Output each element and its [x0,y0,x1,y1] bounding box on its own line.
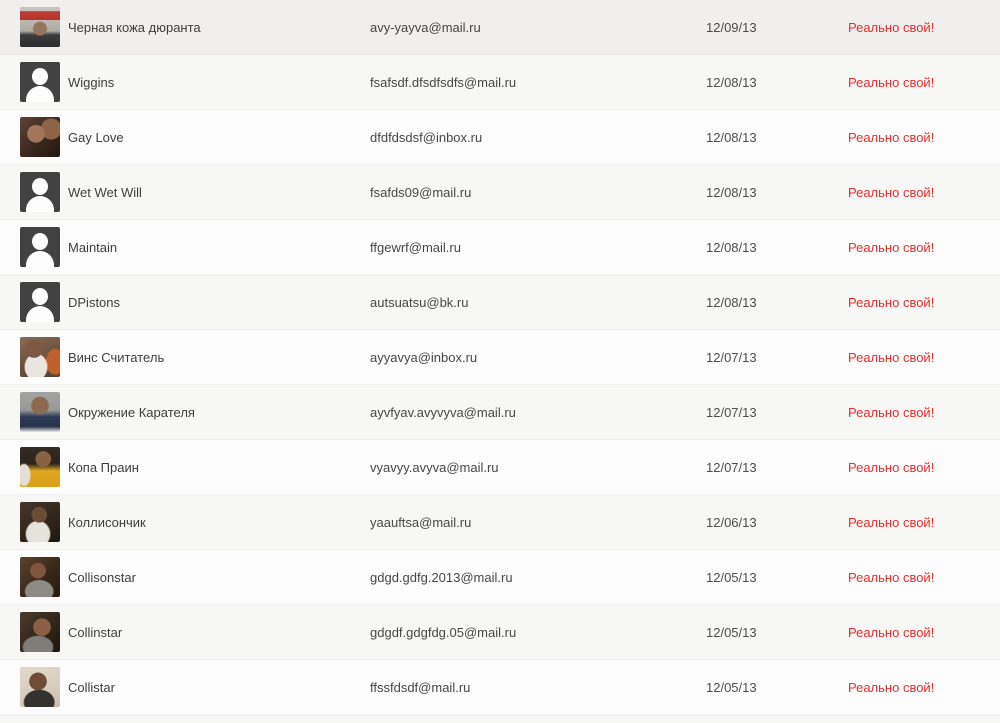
status-link[interactable]: Реально свой! [848,405,935,420]
status-link[interactable]: Реально свой! [848,240,935,255]
user-email: ayvfyav.avyvyva@mail.ru [370,405,516,420]
user-email: ffgewrf@mail.ru [370,240,461,255]
user-name: Collinstar [68,625,123,640]
user-email: ffssfdsdf@mail.ru [370,680,471,695]
status-link[interactable]: Реально свой! [848,625,935,640]
person-silhouette-icon [20,62,60,102]
user-name: Wet Wet Will [68,185,142,200]
user-row[interactable] [0,385,1000,440]
user-row[interactable] [0,660,1000,715]
user-name: Коллисончик [68,515,146,530]
status-link[interactable]: Реально свой! [848,295,935,310]
user-avatar [20,612,60,652]
user-email: gdgdf.gdgfdg.05@mail.ru [370,625,517,640]
registration-date: 12/08/13 [706,130,757,145]
registration-date: 12/08/13 [706,75,757,90]
status-link[interactable]: Реально свой! [848,515,935,530]
registration-date: 12/07/13 [706,405,757,420]
user-row[interactable] [0,495,1000,550]
registration-date: 12/07/13 [706,460,757,475]
registration-date: 12/08/13 [706,185,757,200]
user-row[interactable] [0,440,1000,495]
user-row[interactable] [0,110,1000,165]
user-avatar [20,667,60,707]
person-silhouette-icon [20,172,60,212]
user-row[interactable] [0,0,1000,55]
user-email: gdgd.gdfg.2013@mail.ru [370,570,513,585]
status-link[interactable]: Реально свой! [848,350,935,365]
status-link[interactable]: Реально свой! [848,460,935,475]
user-name: Окружение Карателя [68,405,195,420]
user-avatar [20,447,60,487]
user-name: Wiggins [68,75,115,90]
user-row[interactable] [0,165,1000,220]
registration-date: 12/05/13 [706,570,757,585]
user-name: Maintain [68,240,118,255]
user-name: Винс Считатель [68,350,165,365]
user-name: Копа Праин [68,460,139,475]
status-link[interactable]: Реально свой! [848,680,935,695]
registration-date: 12/09/13 [706,20,757,35]
user-row[interactable] [0,605,1000,660]
registration-date: 12/07/13 [706,350,757,365]
user-avatar [20,337,60,377]
registration-date: 12/05/13 [706,680,757,695]
user-email: autsuatsu@bk.ru [370,295,469,310]
person-silhouette-icon [20,282,60,322]
registration-date: 12/05/13 [706,625,757,640]
status-link[interactable]: Реально свой! [848,20,935,35]
user-email: avy-yayva@mail.ru [370,20,481,35]
user-row-partial [0,715,1000,723]
user-email: vyavyy.avyva@mail.ru [370,460,499,475]
status-link[interactable]: Реально свой! [848,570,935,585]
user-avatar [20,502,60,542]
user-row[interactable] [0,275,1000,330]
user-email: ayyavya@inbox.ru [370,350,478,365]
user-avatar [20,117,60,157]
user-email: fsafds09@mail.ru [370,185,472,200]
registration-date: 12/08/13 [706,295,757,310]
user-name: Collistar [68,680,115,695]
status-link[interactable]: Реально свой! [848,75,935,90]
person-silhouette-icon [20,227,60,267]
user-row[interactable] [0,55,1000,110]
user-row[interactable] [0,330,1000,385]
user-row[interactable] [0,220,1000,275]
status-link[interactable]: Реально свой! [848,185,935,200]
user-name: DPistons [68,295,121,310]
user-avatar [20,392,60,432]
registration-date: 12/06/13 [706,515,757,530]
user-name: Collisonstar [68,570,136,585]
user-avatar [20,557,60,597]
user-avatar [20,7,60,47]
user-name: Gay Love [68,130,124,145]
user-email: dfdfdsdsf@inbox.ru [370,130,483,145]
status-link[interactable]: Реально свой! [848,130,935,145]
user-name: Черная кожа дюранта [68,20,201,35]
registration-date: 12/08/13 [706,240,757,255]
user-email: yaauftsa@mail.ru [370,515,472,530]
user-row[interactable] [0,550,1000,605]
user-email: fsafsdf.dfsdfsdfs@mail.ru [370,75,517,90]
